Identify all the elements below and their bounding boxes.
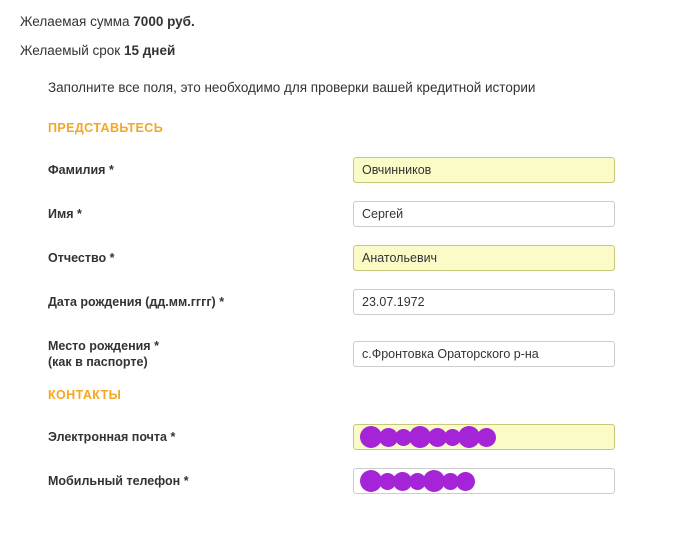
label-email: [48, 424, 353, 445]
required-marker: *: [183, 474, 189, 488]
field-row-lastname: [0, 157, 700, 183]
required-marker: *: [108, 163, 114, 177]
input-lastname[interactable]: [353, 157, 615, 183]
input-middlename[interactable]: [353, 245, 615, 271]
input-wrapper-phone: [353, 468, 615, 494]
label-phone: [48, 468, 353, 489]
required-marker: *: [77, 207, 82, 221]
required-marker: *: [109, 251, 115, 265]
required-marker: *: [154, 339, 159, 353]
field-row-birthdate: [0, 289, 700, 315]
input-firstname[interactable]: [353, 201, 615, 227]
field-row-phone: [0, 468, 700, 494]
input-birthdate[interactable]: [353, 289, 615, 315]
desired-amount-label: Желаемая сумма: [20, 14, 130, 29]
section-title-personal: ПРЕДСТАВЬТЕСЬ: [48, 121, 164, 135]
section-title-contacts: КОНТАКТЫ: [48, 388, 122, 402]
input-phone[interactable]: [353, 468, 615, 494]
field-row-birthplace: [0, 333, 700, 370]
label-lastname: [48, 157, 353, 178]
label-middlename: [48, 245, 353, 266]
label-lastname-text: Фамилия: [48, 163, 106, 177]
label-birthdate: [48, 289, 353, 310]
label-firstname: [48, 201, 353, 222]
required-marker: *: [170, 430, 176, 444]
label-birthplace: [48, 333, 353, 370]
label-birthplace-sub: (как в паспорте): [48, 355, 148, 369]
field-row-email: [0, 424, 700, 450]
form-intro-text: Заполните все поля, это необходимо для проверки вашей кредитной истории: [48, 80, 536, 95]
label-phone-text: Мобильный телефон: [48, 474, 181, 488]
desired-term-value: 15 дней: [123, 43, 176, 58]
input-wrapper-email: [353, 424, 615, 450]
field-row-firstname: [0, 201, 700, 227]
input-birthplace[interactable]: [353, 341, 615, 367]
desired-term-label: Желаемый срок: [20, 43, 121, 58]
label-birthplace-text: Место рождения: [48, 339, 151, 353]
label-middlename-text: Отчество: [48, 251, 107, 265]
label-email-text: Электронная почта: [48, 430, 167, 444]
label-firstname-text: Имя: [48, 207, 74, 221]
desired-term-line: [0, 43, 700, 58]
field-row-middlename: [0, 245, 700, 271]
input-email[interactable]: [353, 424, 615, 450]
desired-amount-line: [0, 14, 700, 29]
label-birthdate-text: Дата рождения (дд.мм.гггг): [48, 295, 216, 309]
required-marker: *: [219, 295, 225, 309]
desired-amount-value: 7000 руб.: [133, 14, 195, 29]
